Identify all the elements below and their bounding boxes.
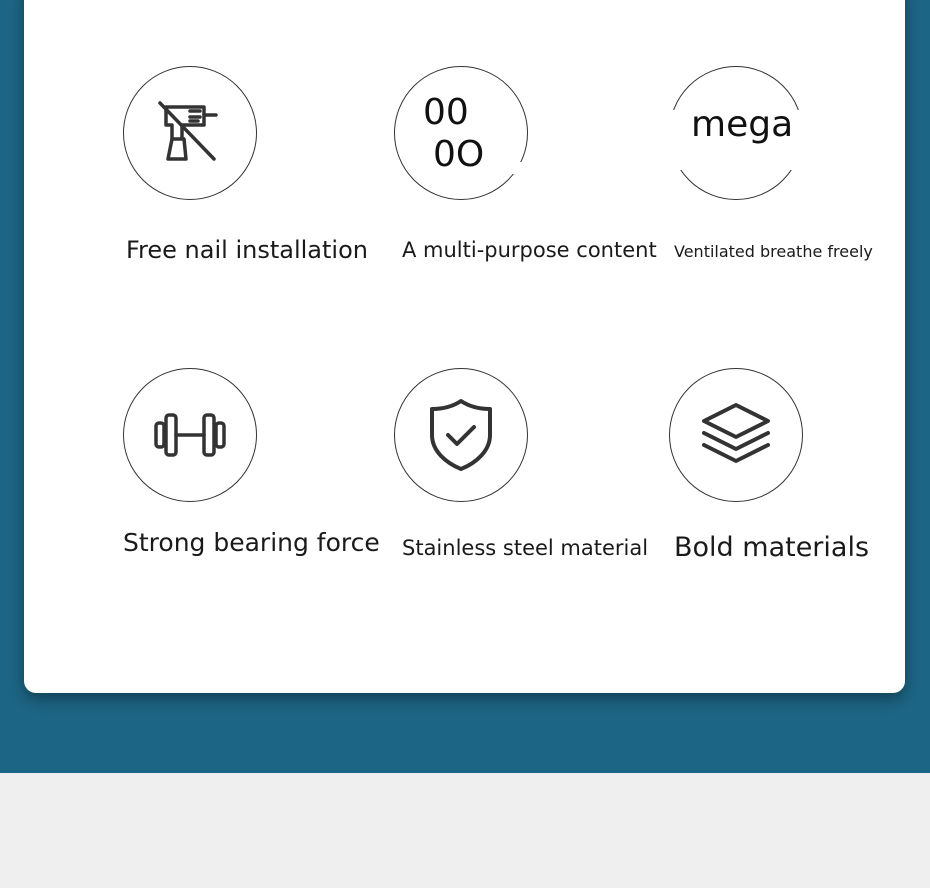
feature-icon-circle <box>123 368 257 502</box>
no-drill-icon <box>150 93 230 173</box>
circle-gap <box>510 162 522 174</box>
feature-label: Free nail installation <box>126 236 368 264</box>
footer-band <box>0 773 930 888</box>
feature-label: Bold materials <box>674 532 870 563</box>
feature-label: A multi-purpose content <box>402 238 657 262</box>
feature-label: Stainless steel material <box>402 536 649 560</box>
circle-text-line: mega <box>691 104 794 145</box>
feature-icon-circle <box>669 368 803 502</box>
feature-icon-circle <box>394 368 528 502</box>
layers-icon <box>696 399 776 471</box>
features-card <box>24 0 905 693</box>
feature-label: Ventilated breathe freely <box>674 242 873 261</box>
dumbbell-icon <box>152 405 228 465</box>
circle-text-line: 00 <box>423 92 469 133</box>
feature-label: Strong bearing force <box>123 528 380 557</box>
shield-check-icon <box>426 395 496 475</box>
feature-icon-circle <box>123 66 257 200</box>
circle-text-line: 0O <box>433 134 485 175</box>
feature-icon-circle <box>394 66 528 200</box>
circle-gap <box>391 82 407 94</box>
